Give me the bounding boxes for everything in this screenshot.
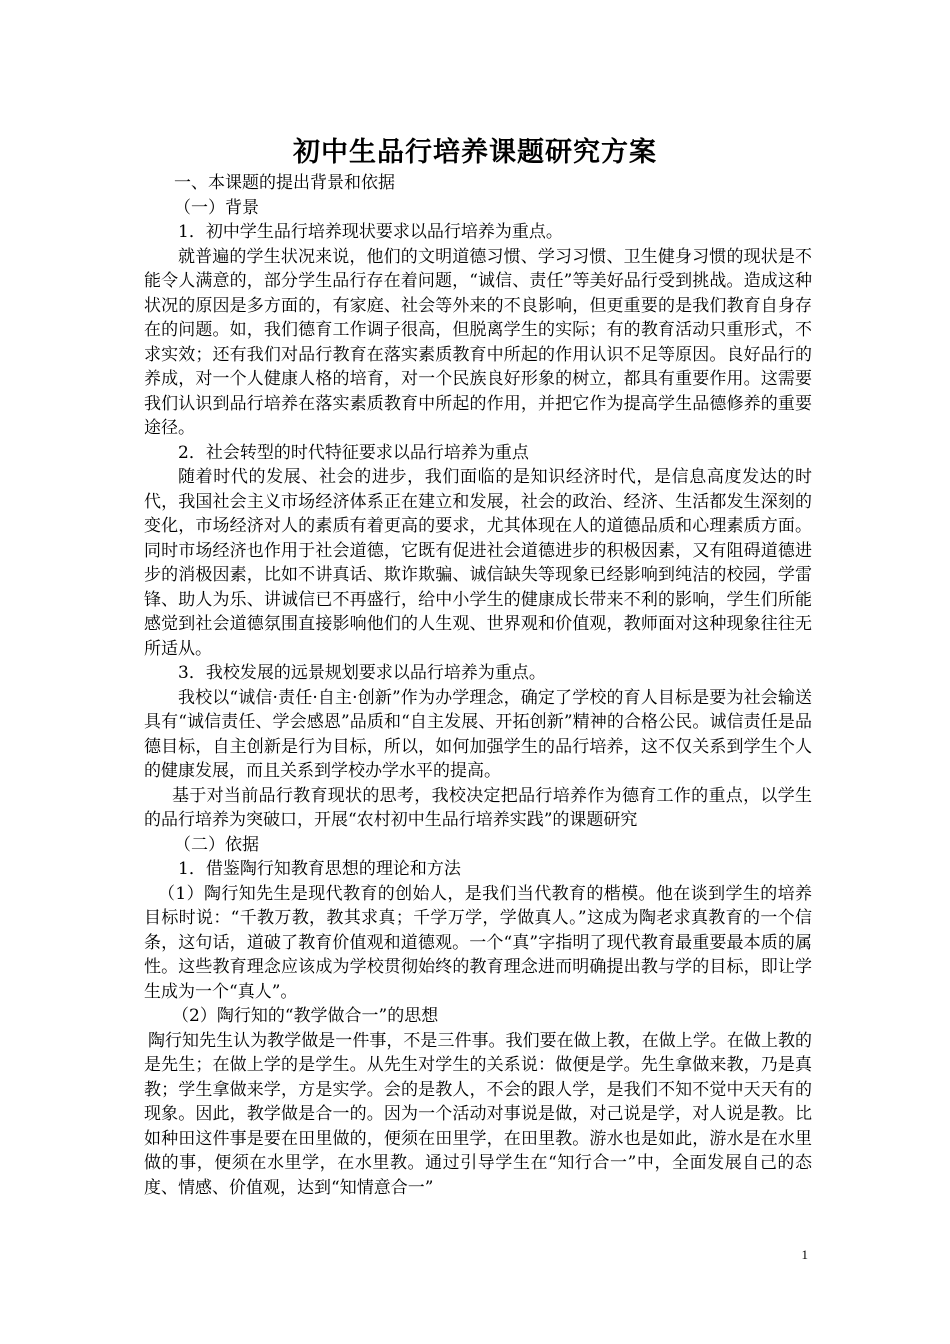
page-number: 1 xyxy=(801,1247,808,1262)
document-body xyxy=(144,171,812,1200)
body-paragraph: （1）陶行知先生是现代教育的创始人，是我们当代教育的楷模。他在谈到学生的培养目标时说：“千教万教，教其求真；千学万学，学做真人。”这成为陶老求真教育的一个信条，这句话，道破了教育价值观和道德观。一个“真”字指明了现代教育最重要最本质的属性。这些教育理念应该成为学校贯彻始终的教育理念进而明确提出教与学的目标，即让学生成为一个“真人”。 xyxy=(144,883,812,1002)
item-heading: 2．社会转型的时代特征要求以品行培养为重点 xyxy=(178,442,529,463)
body-paragraph: 我校以“诚信·责任·自主·创新”作为办学理念，确定了学校的育人目标是要为社会输送具有“诚信责任、学会感恩”品质和“自主发展、开拓创新”精神的合格公民。诚信责任是品德目标，自主创新是行为目标，所以，如何加强学生的品行培养，这不仅关系到学生个人的健康发展，而且关系到学校办学水平的提高。 xyxy=(144,687,812,781)
item-heading: 3．我校发展的远景规划要求以品行培养为重点。 xyxy=(178,663,546,683)
item-heading: 1．初中学生品行培养现状要求以品行培养为重点。 xyxy=(178,222,563,242)
body-paragraph: 随着时代的发展、社会的进步，我们面临的是知识经济时代，是信息高度发达的时代，我国社会主义市场经济体系正在建立和发展，社会的政治、经济、生活都发生深刻的变化，市场经济对人的素质有着更高的要求，尤其体现在人的道德品质和心理素质方面。同时市场经济也作用于社会道德，它既有促进社会道德进步的积极因素，又有阻碍道德进步的消极因素，比如不讲真话、欺诈欺骗、诚信缺失等现象已经影响到纯洁的校园，学雷锋、助人为乐、讲诚信已不再盛行，给中小学生的健康成长带来不利的影响，学生们所能感觉到社会道德氛围直接影响他们的人生观、世界观和价值观，教师面对这种现象往往无所适从。 xyxy=(144,467,812,659)
section-heading: 一、本课题的提出背景和依据 xyxy=(174,173,395,193)
item-heading: （2）陶行知的“教学做合一”的思想 xyxy=(172,1006,439,1026)
subsection-heading: （二）依据 xyxy=(174,834,259,855)
body-paragraph: 就普遍的学生状况来说，他们的文明道德习惯、学习习惯、卫生健身习惯的现状是不能令人满意的，部分学生品行存在着问题，“诚信、责任”等美好品行受到挑战。造成这种状况的原因是多方面的，有家庭、社会等外来的不良影响，但更重要的是我们教育自身存在的问题。如，我们德育工作调子很高，但脱离学生的实际；有的教育活动只重形式，不求实效；还有我们对品行教育在落实素质教育中所起的作用认识不足等原因。良好品行的养成，对一个人健康人格的培育，对一个民族良好形象的树立，都具有重要作用。这需要我们认识到品行培养在落实素质教育中所起的作用，并把它作为提高学生品德修养的重要途径。 xyxy=(144,246,812,438)
document-title: 初中生品行培养课题研究方案 xyxy=(293,137,657,168)
body-paragraph: 基于对当前品行教育现状的思考，我校决定把品行培养作为德育工作的重点，以学生的品行培养为突破口，开展“农村初中生品行培养实践”的课题研究 xyxy=(144,785,812,830)
item-heading: 1．借鉴陶行知教育思想的理论和方法 xyxy=(178,859,461,879)
subsection-heading: （一）背景 xyxy=(174,197,259,218)
body-paragraph: 陶行知先生认为教学做是一件事，不是三件事。我们要在做上教，在做上学。在做上教的是先生；在做上学的是学生。从先生对学生的关系说：做便是学。先生拿做来教，乃是真教；学生拿做来学，方是实学。会的是教人，不会的跟人学，是我们不知不觉中天天有的现象。因此，教学做是合一的。因为一个活动对事说是做，对己说是学，对人说是教。比如种田这件事是要在田里做的，便须在田里学，在田里教。游水也是如此，游水是在水里做的事，便须在水里学，在水里教。通过引导学生在“知行合一”中，全面发展自己的态度、情感、价值观，达到“知情意合一” xyxy=(144,1030,812,1198)
